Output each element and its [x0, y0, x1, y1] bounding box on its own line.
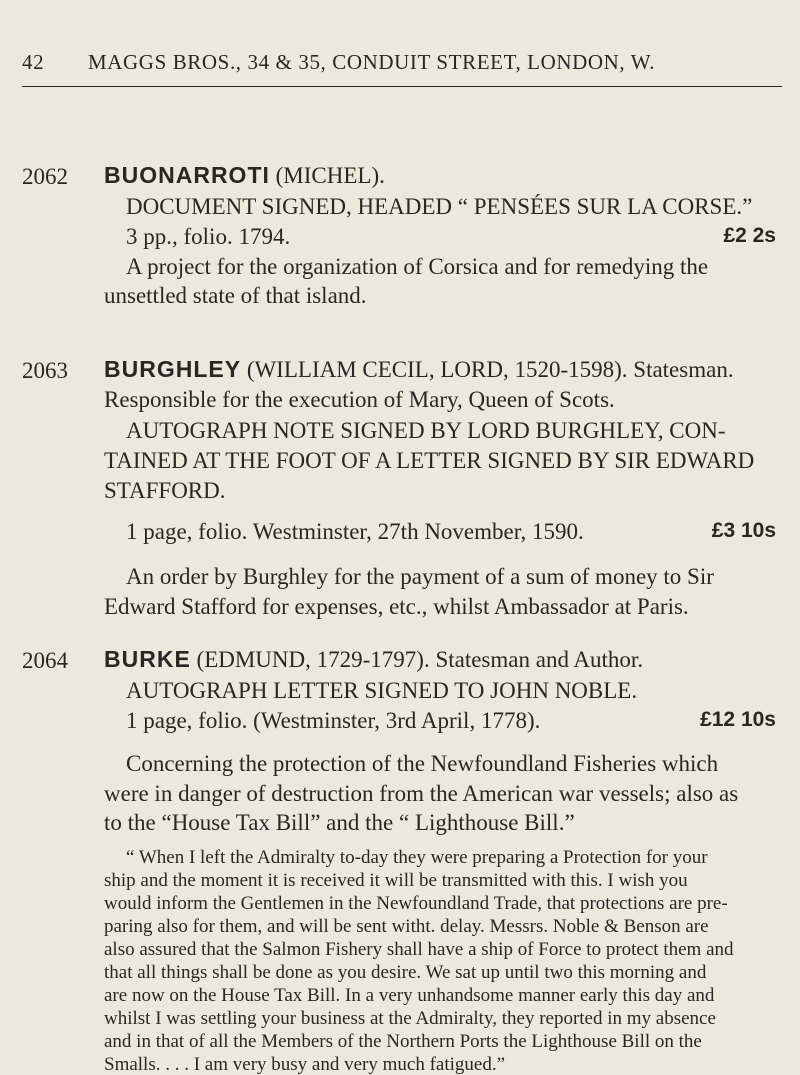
item-title-line: AUTOGRAPH NOTE SIGNED BY LORD BURGHLEY, CON-: [126, 418, 726, 443]
lot-number: 2063: [22, 358, 68, 383]
item-title: DOCUMENT SIGNED, HEADED “ PENSÉES SUR LA CORSE.”: [126, 194, 753, 219]
item-format: 1 page, folio. Westminster, 27th November, 1590.: [126, 519, 584, 544]
description-line: unsettled state of that island.: [104, 283, 367, 308]
item-details: [126, 709, 784, 732]
header-rule: [22, 86, 782, 87]
item-title-line: STAFFORD.: [104, 478, 226, 503]
quote-line: whilst I was settling your business at the Admiralty, they reported in my absence: [104, 1008, 716, 1029]
quote-line: and in that of all the Members of the Northern Ports the Lighthouse Bill on the: [104, 1031, 702, 1052]
header-text: MAGGS BROS., 34 & 35, CONDUIT STREET, LONDON, W.: [88, 50, 656, 74]
item-price: £12 10s: [700, 708, 776, 731]
quote-line: are now on the House Tax Bill. In a very unhandsome manner early this day and: [104, 985, 715, 1006]
item-details: [126, 520, 784, 543]
item-format: 1 page, folio. (Westminster, 3rd April, 1778).: [126, 708, 541, 733]
lot-number: 2062: [22, 164, 68, 189]
running-header: [22, 50, 782, 75]
author-details: (EDMUND, 1729-1797). Statesman and Author.: [190, 647, 644, 672]
author-name: BUONARROTI: [104, 162, 270, 188]
quote-line: paring also for them, and will be sent witht. delay. Messrs. Noble & Benson are: [104, 916, 709, 937]
author-details: (WILLIAM CECIL, LORD, 1520-1598). Statesman.: [241, 357, 734, 382]
item-price: £2 2s: [723, 224, 776, 247]
item-price: £3 10s: [711, 519, 776, 542]
item-title: AUTOGRAPH LETTER SIGNED TO JOHN NOBLE.: [126, 678, 638, 703]
description-line: An order by Burghley for the payment of a sum of money to Sir: [126, 564, 714, 589]
entry-heading: [104, 358, 784, 381]
quote-line: also assured that the Salmon Fishery shall have a ship of Force to protect them and: [104, 939, 734, 960]
author-name: BURKE: [104, 646, 191, 672]
item-details: [126, 225, 784, 248]
entry-heading: [104, 164, 784, 187]
description-line: Concerning the protection of the Newfoundland Fisheries which: [126, 751, 719, 776]
description-line: Edward Stafford for expenses, etc., whilst Ambassador at Paris.: [104, 594, 689, 619]
quote-line: ship and the moment it is received it will be transmitted with this. I wish you: [104, 870, 688, 891]
quote-line: Smalls. . . . I am very busy and very much fatigued.”: [104, 1054, 506, 1075]
description-line: were in danger of destruction from the American war vessels; also as: [104, 781, 739, 806]
item-title-line: TAINED AT THE FOOT OF A LETTER SIGNED BY SIR EDWARD: [104, 448, 755, 473]
item-format: 3 pp., folio. 1794.: [126, 224, 291, 249]
author-name: BURGHLEY: [104, 356, 242, 382]
quote-line: would inform the Gentlemen in the Newfoundland Trade, that protections are pre-: [104, 893, 728, 914]
page-number: 42: [22, 50, 45, 74]
quote-line: “ When I left the Admiralty to-day they were preparing a Protection for your: [126, 847, 708, 868]
description-line: A project for the organization of Corsica and for remedying the: [126, 254, 709, 279]
lot-number: 2064: [22, 648, 68, 673]
entry-heading: [104, 648, 784, 671]
quote-line: that all things shall be done as you desire. We sat up until two this morning and: [104, 962, 707, 983]
author-note: Responsible for the execution of Mary, Queen of Scots.: [104, 387, 615, 412]
author-details: (MICHEL).: [269, 163, 385, 188]
description-line: to the “House Tax Bill” and the “ Lighthouse Bill.”: [104, 810, 575, 835]
